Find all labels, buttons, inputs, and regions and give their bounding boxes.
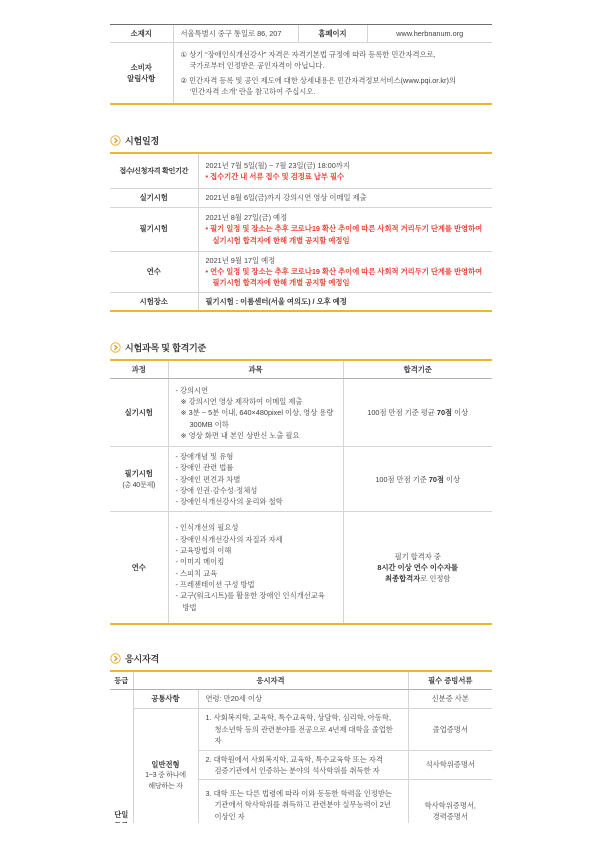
common-document: 신분증 사본: [408, 690, 492, 708]
consumer-notice-body: ① 상기 “장애인식개선강사” 자격은 자격기본법 규정에 따라 등록한 민간자격으로, 국가로부터 인정받은 공인자격이 아닙니다. ② 민간자격 등록 및 공인 제도에 대한 상세내용은 민간자격정보서비스(www.pqi.or.kr)의 ‘민간자격 소개’ 란을 참고하여 주십시오.: [173, 43, 492, 103]
course-label: 필기시험 (총 40문제): [110, 447, 168, 512]
table-row: [110, 251, 492, 292]
schedule-row-value: 2021년 9월 17일 예정 • 연수 일정 및 장소는 추후 코로나19 확산 추이에 따른 사회적 거리두기 단계를 반영하여 필기시험 합격자에 한해 개별 공지할 예정임: [198, 251, 492, 292]
common-requirement: 연령: 만20세 이상: [198, 690, 408, 708]
col-header-course: 과정: [110, 361, 168, 379]
consumer-notice-label: 소비자 알림사항: [110, 43, 173, 103]
schedule-row-label: 연수: [110, 251, 198, 292]
table-row: [110, 690, 492, 708]
subject-list: - 장애개념 및 유형 - 장애인 관련 법률 - 장애인 편견과 차별 - 장애 인권·감수성·정체성 - 장애인식개선강사의 윤리와 철학: [168, 447, 343, 512]
exam-venue-value: 필기시험 : 이룸센터(서울 여의도) / 오후 예정: [198, 292, 492, 310]
pass-criteria: 필기 합격자 중 8시간 이상 연수 이수자를 최종합격자로 인정함: [343, 512, 492, 623]
course-label: 실기시험: [110, 379, 168, 447]
notice-item-2: ② 민간자격 등록 및 공인 제도에 대한 상세내용은 민간자격정보서비스(www.pqi.or.kr)의: [180, 75, 456, 85]
section-header-subjects: [110, 341, 492, 354]
col-header-grade: 등급: [110, 672, 133, 690]
schedule-row-label: 실기시험: [110, 189, 198, 207]
schedule-row-value: 2021년 8월 27일(금) 예정 • 필기 일정 및 장소는 추후 코로나19 확산 추이에 따른 사회적 거리두기 단계를 반영하여 실기시험 합격자에 한해 개별 공지할 예정임: [198, 207, 492, 251]
table-row: [110, 512, 492, 623]
pass-criteria: 100점 만점 기준 70점 이상: [343, 447, 492, 512]
eligibility-table: [110, 670, 492, 842]
chevron-circle-icon: [110, 653, 121, 664]
table-header-row: [110, 361, 492, 379]
schedule-table: [110, 152, 492, 312]
eligibility-item: 1. 사회복지학, 교육학, 특수교육학, 상담학, 심리학, 아동학, 청소년학 등의 관련분야를 전공으로 4년제 대학을 졸업한 자: [198, 708, 408, 750]
grade-label: 단일: [110, 690, 133, 842]
col-header-subject: 과목: [168, 361, 343, 379]
required-document: 학사학위증명서, 경력증명서: [408, 780, 492, 842]
schedule-row-label: 시험장소: [110, 292, 198, 310]
alert-note: • 접수기간 내 서류 접수 및 검정료 납부 필수: [205, 172, 345, 182]
col-header-qualification: 응시자격: [133, 672, 408, 690]
col-header-criteria: 합격기준: [343, 361, 492, 379]
subject-list: - 강의시연 ※ 강의시연 영상 제작하여 이메일 제출 ※ 3분 ~ 5분 이내, 640×480pixel 이상, 영상 용량 300MB 이하 ※ 영상 화면 내 본인 상반신 노출 필요: [168, 379, 343, 447]
section-header-eligibility: [110, 652, 492, 665]
general-track-label: 일반전형 1~3 중 하나에 해당하는 자: [133, 708, 198, 842]
schedule-row-value: 2021년 8월 6일(금)까지 강의시연 영상 이메일 제출: [198, 189, 492, 207]
schedule-row-value: 2021년 7월 5일(월) ~ 7월 23일(금) 18:00까지 • 접수기간 내 서류 접수 및 검정료 납부 필수: [198, 154, 492, 189]
subject-list: - 인식개선의 필요성 - 장애인식개선강사의 자질과 자세 - 교육방법의 이해 - 이미지 메이킹 - 스피치 교육 - 프레젠테이션 구성 방법 - 교구(워크시트)를 활용한 장애인 인식개선교육 방법: [168, 512, 343, 623]
address-value: 서울특별시 중구 통일로 86, 207: [173, 25, 298, 43]
required-document: 석사학위증명서: [408, 750, 492, 780]
homepage-label: 홈페이지: [298, 25, 367, 43]
chevron-circle-icon: [110, 342, 121, 353]
section-header-schedule: [110, 134, 492, 147]
address-label: 소재지: [110, 25, 173, 43]
subjects-table: [110, 359, 492, 625]
notice-item-1: ① 상기 “장애인식개선강사” 자격은 자격기본법 규정에 따라 등록한 민간자격으로,: [180, 49, 436, 59]
alert-note: • 필기 일정 및 장소는 추후 코로나19 확산 추이에 따른 사회적 거리두기 단계를 반영하여 실기시험 합격자에 한해 개별 공지할 예정임: [205, 224, 483, 245]
section-title-schedule: 시험일정: [125, 135, 159, 146]
table-header-row: [110, 672, 492, 690]
course-label: 연수: [110, 512, 168, 623]
table-row: [110, 447, 492, 512]
table-row: [110, 189, 492, 207]
common-label: 공통사항: [133, 690, 198, 708]
required-document: 졸업증명서: [408, 708, 492, 750]
section-title-subjects: 시험과목 및 합격기준: [125, 343, 207, 354]
col-header-documents: 필수 증빙서류: [408, 672, 492, 690]
table-row: [110, 43, 492, 103]
table-row: [110, 207, 492, 251]
table-row: [110, 292, 492, 310]
pass-criteria: 100점 만점 기준 평균 70점 이상: [343, 379, 492, 447]
table-row: [110, 379, 492, 447]
table-row: [110, 708, 492, 750]
table-row: [110, 154, 492, 189]
schedule-row-label: 필기시험: [110, 207, 198, 251]
section-title-eligibility: 응시자격: [125, 653, 159, 664]
chevron-circle-icon: [110, 135, 121, 146]
table-row: [110, 25, 492, 43]
eligibility-item: 2. 대학원에서 사회복지학, 교육학, 특수교육학 또는 자격 검증기관에서 인증하는 분야의 석사학위를 취득한 자: [198, 750, 408, 780]
schedule-row-label: 접수/신청자격 확인기간: [110, 154, 198, 189]
page-bottom-cut: [0, 823, 600, 849]
homepage-value: www.herbnanum.org: [367, 25, 492, 43]
alert-note: • 연수 일정 및 장소는 추후 코로나19 확산 추이에 따른 사회적 거리두기 단계를 반영하여 필기시험 합격자에 한해 개별 공지할 예정임: [205, 266, 483, 288]
issuer-info-table: [110, 24, 492, 105]
eligibility-item: 3. 대학 또는 다른 법령에 따라 이와 동등한 학력을 인정받는 기관에서 학사학위를 취득하고 관련분야 실무능력이 2년 이상인 자: [198, 780, 408, 842]
